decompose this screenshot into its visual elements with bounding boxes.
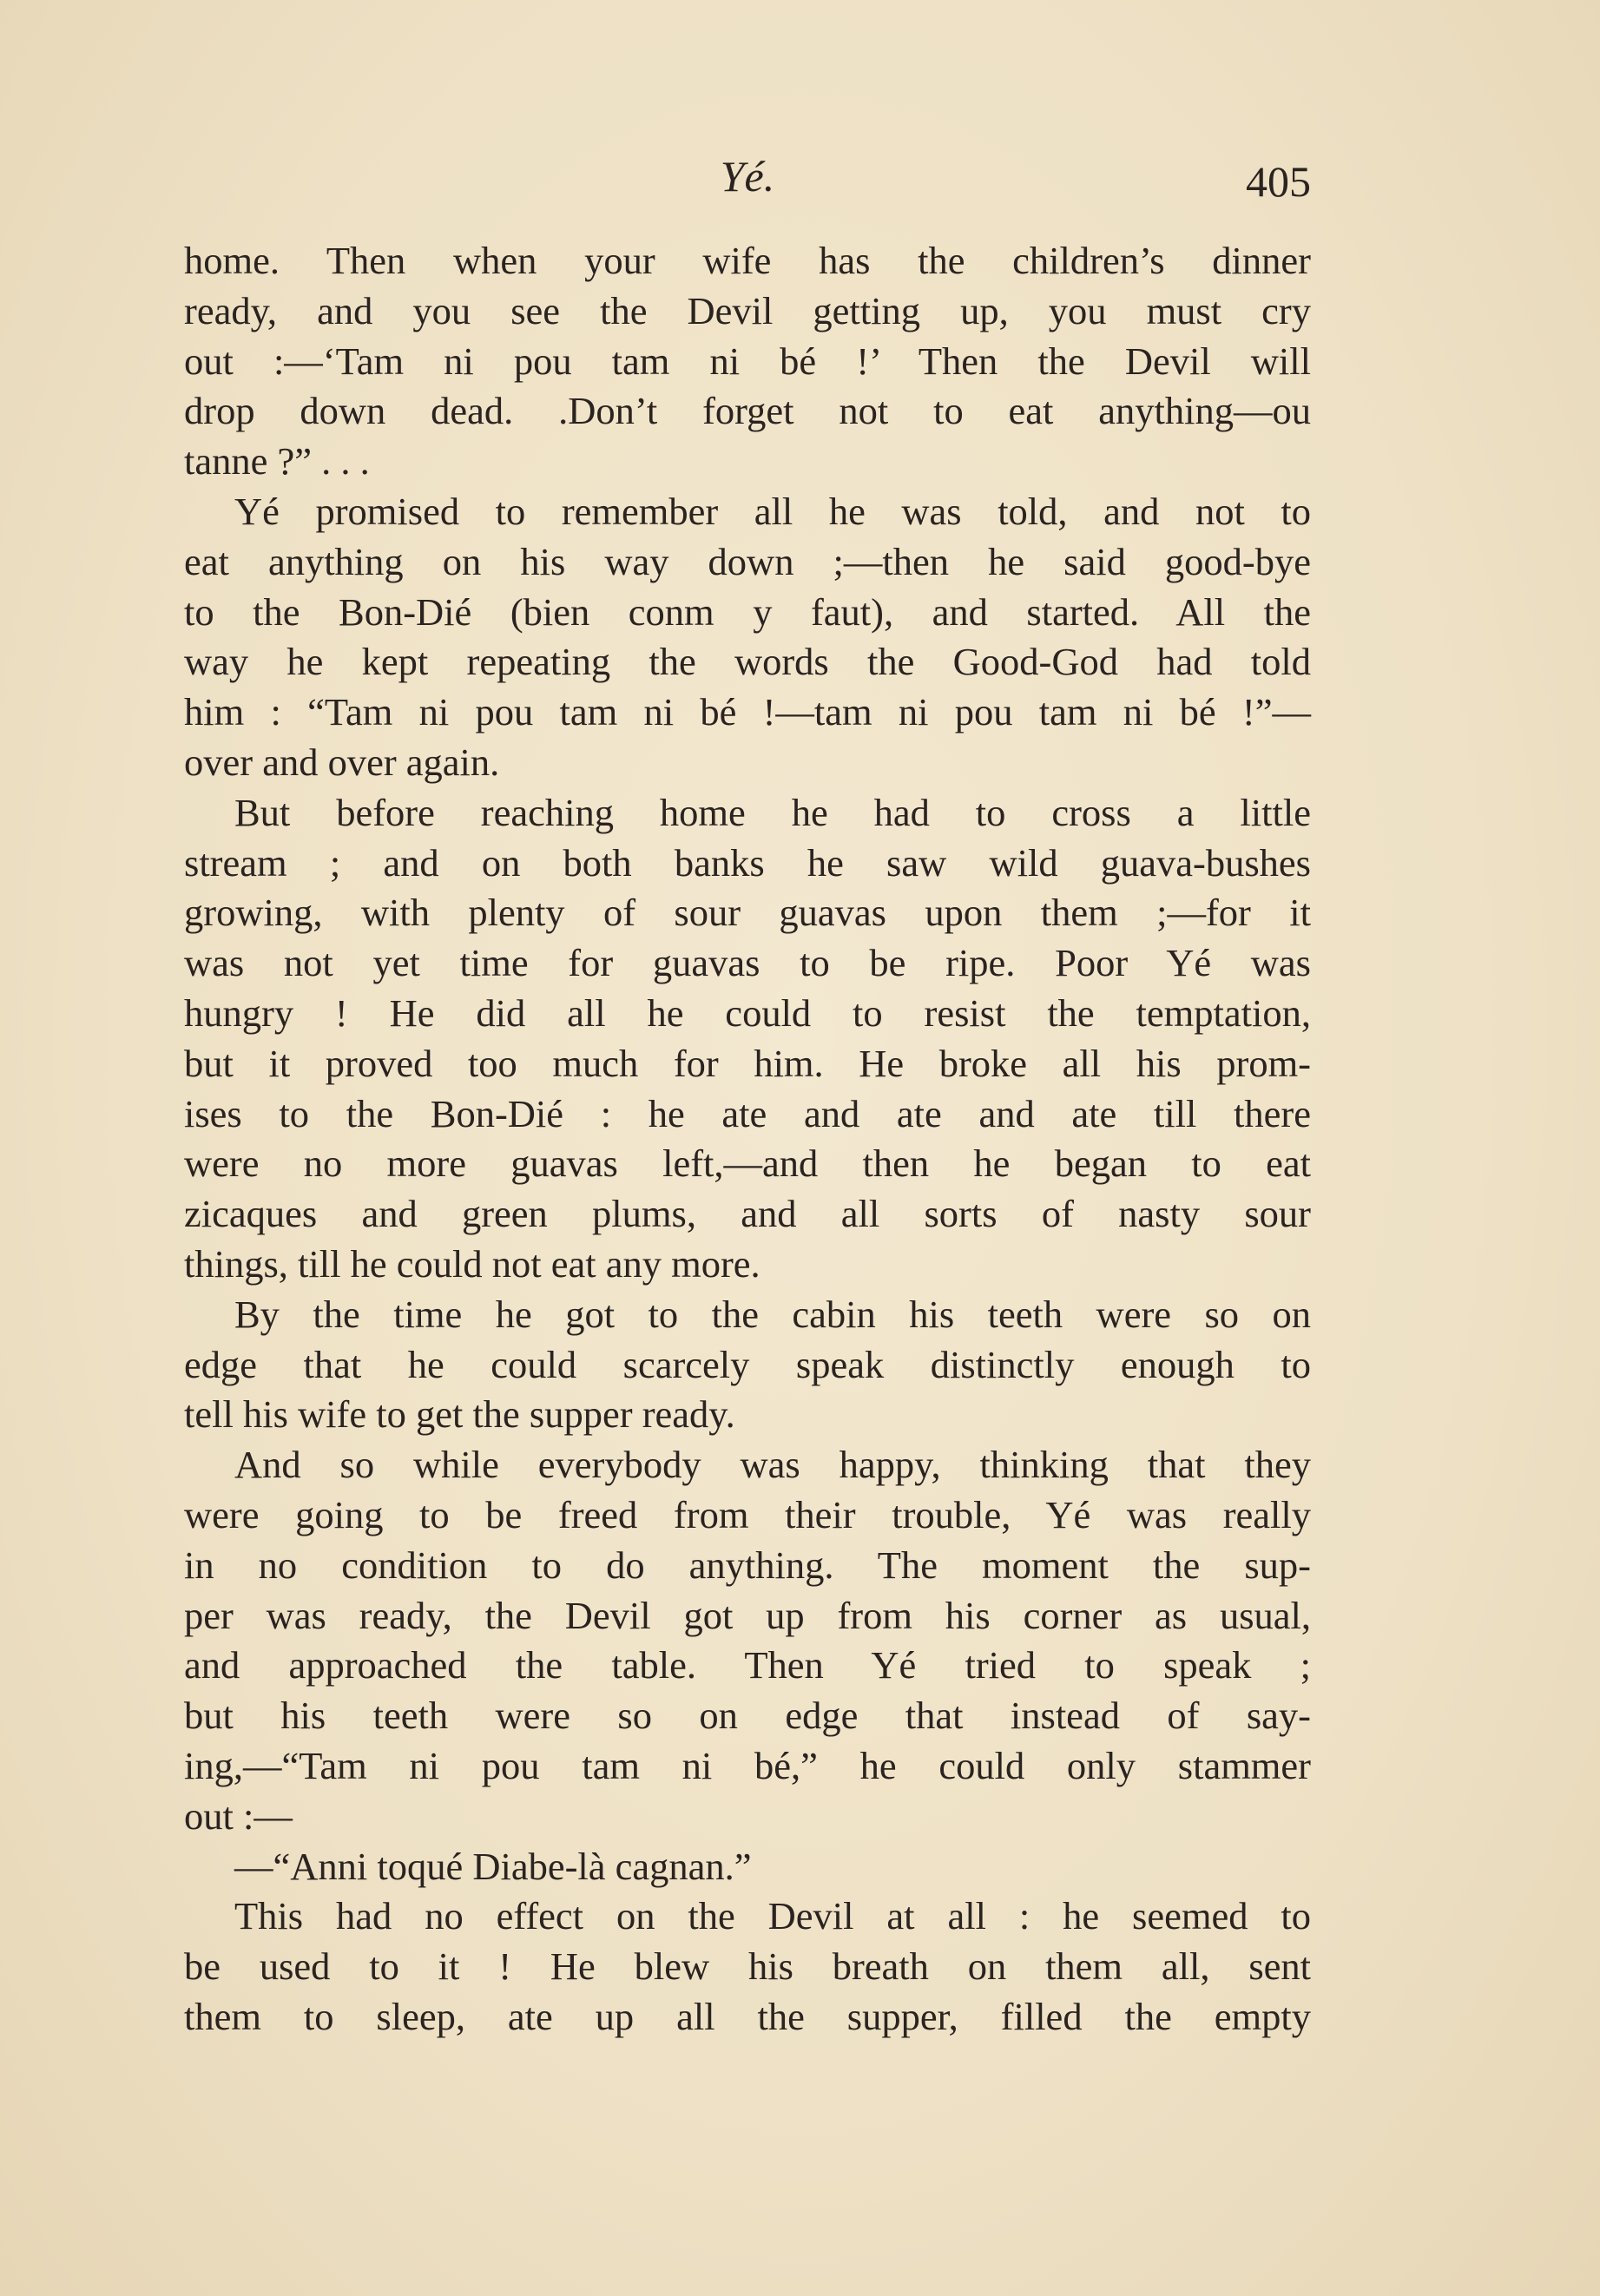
text-line-26: were going to be freed from their trouble, Yé was really (184, 1492, 1311, 1536)
text-line-7: eat anything on his way down ;—then he said good-bye (184, 539, 1311, 583)
text-line-21: things, till he could not eat any more. (184, 1241, 760, 1286)
text-line-11: over and over again. (184, 740, 500, 784)
text-line-2: ready, and you see the Devil getting up, you must cry (184, 288, 1311, 332)
text-line-6: Yé promised to remember all he was told, and not to (234, 489, 1311, 533)
text-line-34: This had no effect on the Devil at all : he seemed to (234, 1894, 1311, 1938)
page-number: 405 (1246, 157, 1311, 206)
text-line-8: to the Bon-Dié (bien conm y faut), and started. All the (184, 589, 1311, 634)
text-line-27: in no condition to do anything. The moment the sup- (184, 1543, 1311, 1587)
text-line-5: tanne ?” . . . (184, 439, 370, 484)
text-line-17: but it proved too much for him. He broke all his prom- (184, 1041, 1311, 1085)
text-line-10: him : “Tam ni pou tam ni bé !—tam ni pou tam ni bé !”— (184, 690, 1311, 734)
text-line-13: stream ; and on both banks he saw wild guava-bushes (184, 840, 1311, 885)
text-line-32: out :— (184, 1793, 293, 1838)
text-line-28: per was ready, the Devil got up from his corner as usual, (184, 1593, 1311, 1637)
text-line-29: and approached the table. Then Yé tried to speak ; (184, 1643, 1311, 1687)
text-line-1: home. Then when your wife has the children’s dinner (184, 239, 1311, 282)
text-line-14: growing, with plenty of sour guavas upon them ;—for it (184, 891, 1311, 935)
text-line-24: tell his wife to get the supper ready. (184, 1392, 735, 1437)
text-line-25: And so while everybody was happy, thinking that they (234, 1443, 1311, 1487)
running-head (184, 146, 1311, 215)
text-line-12: But before reaching home he had to cross a little (234, 790, 1311, 834)
text-line-33: —“Anni toqué Diabe-là cagnan.” (234, 1844, 752, 1888)
text-line-31: ing,—“Tam ni pou tam ni bé,” he could only stammer (184, 1743, 1311, 1787)
text-line-35: be used to it ! He blew his breath on them all, sent (184, 1944, 1311, 1989)
text-line-15: was not yet time for guavas to be ripe. Poor Yé was (184, 941, 1311, 985)
body-text (184, 236, 1311, 2043)
text-line-18: ises to the Bon-Dié : he ate and ate and ate till there (184, 1091, 1311, 1135)
text-line-4: drop down dead. .Don’t forget not to eat anything—ou (184, 389, 1311, 433)
text-line-23: edge that he could scarcely speak distinctly enough to (184, 1342, 1311, 1386)
text-line-36: them to sleep, ate up all the supper, filled the empty (184, 1994, 1311, 2038)
text-line-3: out :—‘Tam ni pou tam ni bé !’ Then the Devil will (184, 339, 1311, 383)
text-line-30: but his teeth were so on edge that instead of say- (184, 1694, 1311, 1738)
text-line-20: zicaques and green plums, and all sorts of nasty sour (184, 1192, 1311, 1236)
text-line-22: By the time he got to the cabin his teeth were so on (234, 1292, 1311, 1336)
text-line-16: hungry ! He did all he could to resist the temptation, (184, 990, 1311, 1035)
text-line-9: way he kept repeating the words the Good-God had told (184, 640, 1311, 684)
text-line-19: were no more guavas left,—and then he began to eat (184, 1141, 1311, 1186)
running-title: Yé. (720, 152, 775, 201)
